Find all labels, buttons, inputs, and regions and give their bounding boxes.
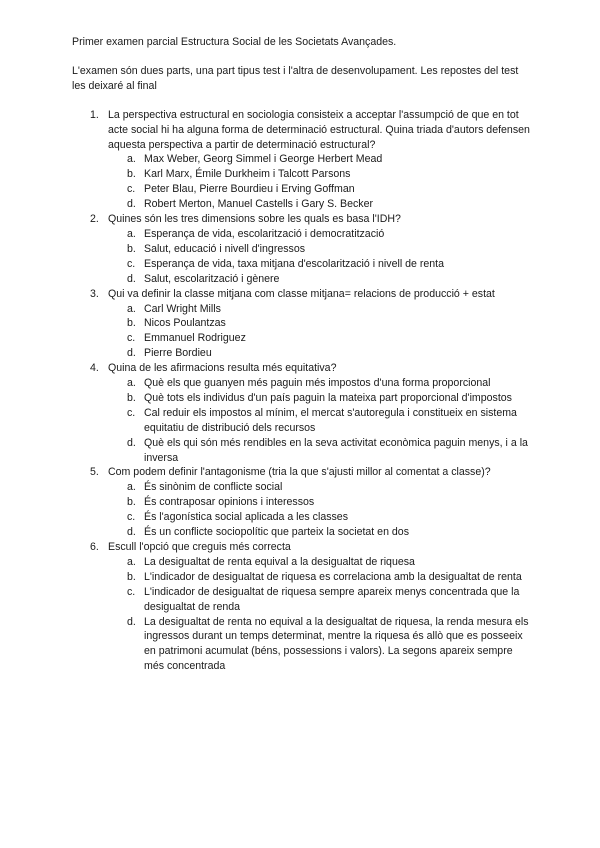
question-text: Qui va definir la classe mitjana com classe mitjana= relacions de producció + estat — [108, 287, 495, 300]
option-text: Què tots els individus d'un país paguin la mateixa part proporcional d'impostos — [144, 391, 512, 404]
option-text: Què els que guanyen més paguin més impostos d'una forma proporcional — [144, 377, 491, 390]
option-item — [108, 272, 530, 287]
option-item — [108, 227, 530, 242]
option-letter: c. — [127, 585, 136, 598]
option-item — [108, 242, 530, 257]
option-letter: b. — [127, 391, 136, 404]
option-item — [108, 391, 530, 406]
option-item — [108, 510, 530, 525]
option-letter: c. — [127, 511, 136, 524]
option-letter: c. — [127, 332, 136, 345]
option-text: Cal reduir els impostos al mínim, el mercat s'autoregula i constitueix en sistema equitatiu de distribució dels recursos — [144, 406, 517, 434]
option-list — [108, 555, 530, 674]
option-item — [108, 182, 530, 197]
option-text: És l'agonística social aplicada a les classes — [144, 511, 348, 524]
option-letter: d. — [127, 347, 136, 360]
option-letter: b. — [127, 570, 136, 583]
option-letter: b. — [127, 317, 136, 330]
question-text: Escull l'opció que creguis més correcta — [108, 541, 291, 553]
option-letter: b. — [127, 496, 136, 509]
option-text: És contraposar opinions i interessos — [144, 496, 315, 509]
option-text: La desigualtat de renta equival a la desigualtat de riquesa — [144, 555, 415, 568]
option-letter: d. — [127, 615, 136, 628]
option-text: És un conflicte sociopolític que parteix la societat en dos — [144, 526, 409, 539]
option-item — [108, 316, 530, 331]
option-item — [108, 495, 530, 510]
option-text: L'indicador de desigualtat de riquesa es correlaciona amb la desigualtat de renta — [144, 570, 522, 583]
option-text: Robert Merton, Manuel Castells i Gary S. Becker — [144, 198, 374, 211]
option-text: Emmanuel Rodriguez — [144, 332, 246, 345]
option-item — [108, 197, 530, 212]
option-item — [108, 480, 530, 495]
option-text: L'indicador de desigualtat de riquesa sempre apareix menys concentrada que la desigualtat de renda — [144, 585, 520, 613]
option-item — [108, 570, 530, 585]
question-number: 6. — [90, 541, 99, 553]
question-text: Quines són les tres dimensions sobre les quals es basa l'IDH? — [108, 213, 401, 226]
option-list — [108, 227, 530, 287]
question-number: 5. — [90, 466, 99, 479]
option-item — [108, 585, 530, 615]
option-letter: c. — [127, 406, 136, 419]
option-text: Carl Wright Mills — [144, 302, 221, 315]
option-text: Què els qui són més rendibles en la seva activitat econòmica paguin menys, i a la inversa — [144, 436, 528, 464]
option-text: Salut, escolarització i gènere — [144, 272, 280, 285]
option-text: Karl Marx, Émile Durkheim i Talcott Parsons — [144, 168, 351, 181]
option-text: Max Weber, Georg Simmel i George Herbert Mead — [144, 153, 383, 166]
option-list — [108, 480, 530, 540]
option-list — [108, 152, 530, 212]
option-letter: c. — [127, 257, 136, 270]
option-item — [108, 257, 530, 272]
option-item — [108, 525, 530, 540]
option-letter: b. — [127, 168, 136, 181]
option-text: És sinònim de conflicte social — [144, 481, 283, 494]
option-letter: b. — [127, 242, 136, 255]
option-letter: d. — [127, 436, 136, 449]
option-item — [108, 152, 530, 167]
question-1 — [72, 108, 530, 212]
question-5 — [72, 465, 530, 540]
document-title: Primer examen parcial Estructura Social de les Societats Avançades. — [72, 36, 397, 48]
option-letter: a. — [127, 377, 136, 390]
option-letter: a. — [127, 302, 136, 315]
option-item — [108, 555, 530, 570]
question-list — [72, 108, 530, 674]
option-text: Salut, educació i nivell d'ingressos — [144, 242, 306, 255]
option-letter: a. — [127, 555, 136, 568]
question-6 — [72, 540, 530, 674]
option-list — [108, 302, 530, 362]
question-number: 4. — [90, 362, 99, 375]
option-letter: a. — [127, 227, 136, 240]
question-number: 2. — [90, 213, 99, 226]
option-letter: a. — [127, 481, 136, 494]
option-text: La desigualtat de renta no equival a la desigualtat de riquesa, la renda mesura els ingressos durant un temps determinat, mentre la riquesa és allò que es posseeix en patrimoni acumulat (béns, possessions i valors). La segons apareix sempre més concentrada — [144, 615, 529, 673]
option-item — [108, 376, 530, 391]
option-text: Peter Blau, Pierre Bourdieu i Erving Goffman — [144, 183, 355, 196]
option-letter: d. — [127, 198, 136, 211]
option-item — [108, 331, 530, 346]
option-text: Nicos Poulantzas — [144, 317, 226, 330]
option-letter: d. — [127, 272, 136, 285]
option-text: Esperança de vida, escolarització i democratització — [144, 227, 385, 240]
option-letter: a. — [127, 153, 136, 166]
option-item — [108, 615, 530, 675]
option-item — [108, 406, 530, 436]
option-letter: d. — [127, 526, 136, 539]
option-list — [108, 376, 530, 465]
intro-paragraph: L'examen són dues parts, una part tipus test i l'altra de desenvolupament. Les repostes del test les deixaré al final — [72, 64, 519, 92]
question-text: Quina de les afirmacions resulta més equitativa? — [108, 362, 337, 375]
option-text: Esperança de vida, taxa mitjana d'escolarització i nivell de renta — [144, 257, 444, 270]
question-text: Com podem definir l'antagonisme (tria la que s'ajusti millor al comentat a classe)? — [108, 466, 491, 479]
question-text: La perspectiva estructural en sociologia consisteix a acceptar l'assumpció de que en tot acte social hi ha alguna forma de determinació estructural. Quina triada d'autors defensen aquesta perspectiva a partir de determinació estructural? — [108, 108, 530, 151]
option-item — [108, 302, 530, 317]
question-3 — [72, 287, 530, 362]
option-letter: c. — [127, 183, 136, 196]
option-item — [108, 346, 530, 361]
question-number: 3. — [90, 287, 99, 300]
option-text: Pierre Bordieu — [144, 347, 212, 360]
question-4 — [72, 361, 530, 465]
question-2 — [72, 212, 530, 287]
option-item — [108, 167, 530, 182]
question-number: 1. — [90, 108, 99, 121]
option-item — [108, 436, 530, 466]
